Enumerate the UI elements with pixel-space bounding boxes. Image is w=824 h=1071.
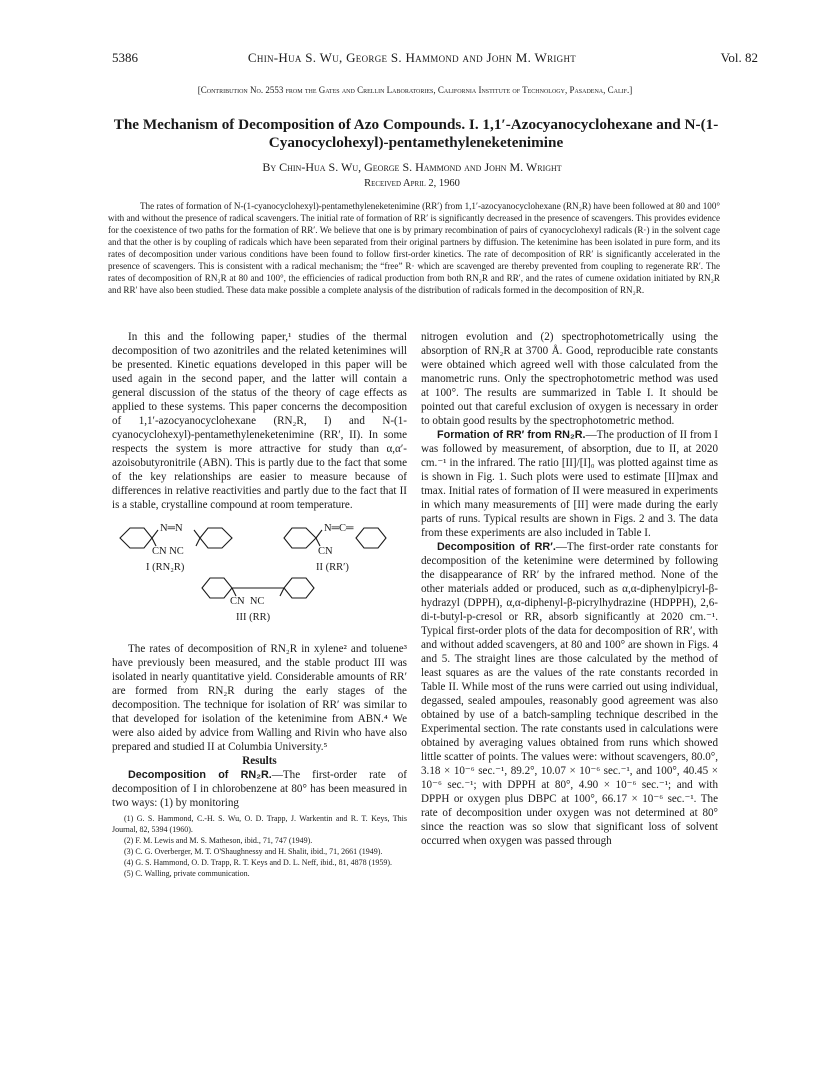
run-in-heading: Decomposition of RR′. (437, 541, 556, 553)
footnote: (4) G. S. Hammond, O. D. Trapp, R. T. Keys and D. L. Neff, ibid., 81, 4878 (1959). (124, 858, 392, 867)
page-number: 5386 (112, 50, 138, 65)
paragraph-text: —The first-order rate constants for decomposition of the ketenimine were determined by following the disappearance of RR′ by the infrared method. None of the other materials added or produced, such as α,α-diphenylpicryl-β-hydrazyl (DPPH), α,α-diphenyl-β-picrylhydrazine (HDPPH), 2,6-di-t-butyl-p-cresol or RR, absorb significantly at 2020 cm.⁻¹. Typical first-order plots of the data for decomposition of RR′, with and without added scavengers, at 80 and 100° are shown in Figs. 4 and 5. The straight lines are those calculated by the method of least squares as are the values of the rate constants recorded in Table II. While most of the runs were carried out using individual, degassed, sealed ampoules, reasonably good agreement was also obtained by use of a batch-sampling technique described in the Experimental section. The rate constants used in calculations were obtained by averaging values obtained from runs which showed little scatter of points. The values were: without scavengers, 80.0°, 3.18 × 10⁻⁶ sec.⁻¹, 89.2°, 10.07 × 10⁻⁶ sec.⁻¹, and 100°, 40.45 × 10⁻⁶ sec.⁻¹; with DPPH at 80°, 4.90 × 10⁻⁶ sec.⁻¹; and with DPPH or oxygen plus DBPC at 100°, 66.17 × 10⁻⁶ sec.⁻¹. The rate of decomposition under oxygen was not determined at 80° since the reaction was so slow that significant loss of solvent occurred when oxygen was passed through (421, 541, 718, 847)
paragraph: nitrogen evolution and (2) spectrophotometrically using the absorption of RN₂R at 3700 Å. Good, reproducible rate constants were obtained which agreed well with those calculated from the manometric runs. Only the spectrophotometric method was used at 100°. The results are summarized in Table I. It should be pointed out that careful exclusion of oxygen is necessary in order to obtain good results by the spectrophotometric method. (421, 331, 718, 427)
article-title: The Mechanism of Decomposition of Azo Compounds. I. 1,1′-Azocyanocyclohexane and N-(1-Cyanocyclohexyl)-pentamethyleneketenimine (113, 116, 719, 151)
running-header-authors: Chin-Hua S. Wu, George S. Hammond and John M. Wright (247, 50, 577, 65)
intro-paragraph: In this and the following paper,¹ studies of the thermal decomposition of two azonitriles and the related ketenimines will be presented. Kinetic equations developed in this paper will be used again in the second paper, and the latter will contain a general discussion of the status of the theory of cage effects as applied to these systems. This paper concerns the decomposition of 1,1′-azocyanocyclohexane (RN₂R, I) and N-(1-cyanocyclohexyl)-pentamethyleneketenimine (RR′, II). In some respects the system is more attractive for study than α,α′-azoisobutyronitrile (ABN). This is partly due to the fact that some of the key relationships are easier to measure because of differences in relative reactivities and partly due to the fact that II is a stable, crystalline compound at room temperature. (112, 331, 407, 511)
cyclohexane-ring (202, 578, 232, 598)
compound-label-ii: II (RR′) (316, 562, 349, 573)
compound-label-i: I (RN₂R) (146, 562, 185, 573)
footnote: (5) C. Walling, private communication. (124, 869, 250, 878)
azo-label: N═N (160, 523, 183, 534)
cyclohexane-ring (356, 528, 386, 548)
results-heading: Results (242, 755, 277, 767)
received-date: Received April 2, 1960 (364, 178, 460, 189)
cyclohexane-ring (284, 528, 316, 548)
right-column (421, 330, 718, 848)
cn-label: CN (318, 546, 333, 557)
paragraph: The rates of decomposition of RN₂R in xylene² and toluene³ have previously been measured, and the stable product III was isolated in nearly quantitative yield. Considerable amounts of RR′ are formed from RN₂R during the early stages of the decomposition. The technique for isolation of RR′ was similar to that developed for isolation of the ketenimine from ABN.⁴ We were also aided by advice from Walling and Rivin who have also prepared and studied II at Columbia University.⁵ (112, 643, 407, 753)
volume-label: Vol. 82 (720, 50, 758, 65)
cyclohexane-ring (120, 528, 152, 548)
byline: By Chin-Hua S. Wu, George S. Hammond and John M. Wright (262, 160, 562, 174)
abstract: The rates of formation of N-(1-cyanocyclohexyl)-pentamethyleneketenimine (RR′) from 1,1′-azocyanocyclohexane (RN₂R) have been followed at 80 and 100° with and without the presence of radical scavengers. The initial rate of formation of RR′ is significantly decreased in the presence of scavengers. This provides evidence for the coexistence of two paths for the formation of RR′. We believe that one is by primary recombination of pairs of cyanocyclohexyl radicals (R·) in the solvent cage and that the other is by coupling of radicals which have been separated from their original partners by diffusion. The ketenimine has been isolated in pure form, and its rates of decomposition under various conditions have been found to follow first-order kinetics. The rate of decomposition of RR′ is significantly accelerated in the presence of scavengers. This is consistent with a radical mechanism; the “free” R· which are scavenged are thereby prevented from coupling to regenerate RR′. The rates of decomposition of RN₂R at 80 and 100°, the efficiencies of radical production from both RN₂R and RR′, and the rates of cumene oxidation initiated by RN₂R and RR′ have also been studied. These data make possible a complete analysis of the distribution of radicals formed in the decomposition of RN₂R. (108, 201, 720, 295)
ketenimine-label: N═C═ (324, 523, 354, 534)
run-in-heading: Decomposition of RN₂R. (128, 769, 272, 781)
footnote: (3) C. G. Overberger, M. T. O'Shaughnessy and H. Shalit, ibid., 71, 2661 (1949). (124, 847, 383, 856)
structures-figure (112, 516, 407, 636)
contribution-line: [Contribution No. 2553 from the Gates and Crellin Laboratories, California Institute of Technology, Pasadena, Calif.] (197, 85, 633, 95)
paragraph (112, 768, 407, 810)
run-in-heading: Formation of RR′ from RN₂R. (437, 429, 586, 441)
cyclohexane-ring (200, 528, 232, 548)
paragraph-text: —The production of II from I was followed by measurement, of absorption, due to II, at 2020 cm.⁻¹ in the infrared. The ratio [II]/[I]₀ was plotted against time as is shown in Fig. 1. Such plots were used to estimate [II]max and tmax. Initial rates of formation of II were measured in experiments in which many measurements of [II] were made during the early parts of runs. Typical results are shown in Figs. 2 and 3. The data from these experiments are also included in Table I. (421, 429, 718, 539)
cyclohexane-ring (284, 578, 314, 598)
paragraph (421, 428, 718, 540)
cn-label: CN NC (152, 546, 184, 557)
compound-label-iii: III (RR) (236, 612, 271, 623)
left-column (112, 330, 407, 879)
paragraph-text: —The first-order rate of decomposition of I in chlorobenzene at 80° has been measured in two ways: (1) by monitoring (112, 769, 407, 809)
paragraph (421, 540, 718, 848)
footnote: (1) G. S. Hammond, C.-H. S. Wu, O. D. Trapp, J. Warkentin and R. T. Keys, This Journal, 82, 5394 (1960). (112, 814, 407, 834)
footnote: (2) F. M. Lewis and M. S. Matheson, ibid., 71, 747 (1949). (124, 836, 313, 845)
cn-label: CN NC (230, 596, 265, 607)
